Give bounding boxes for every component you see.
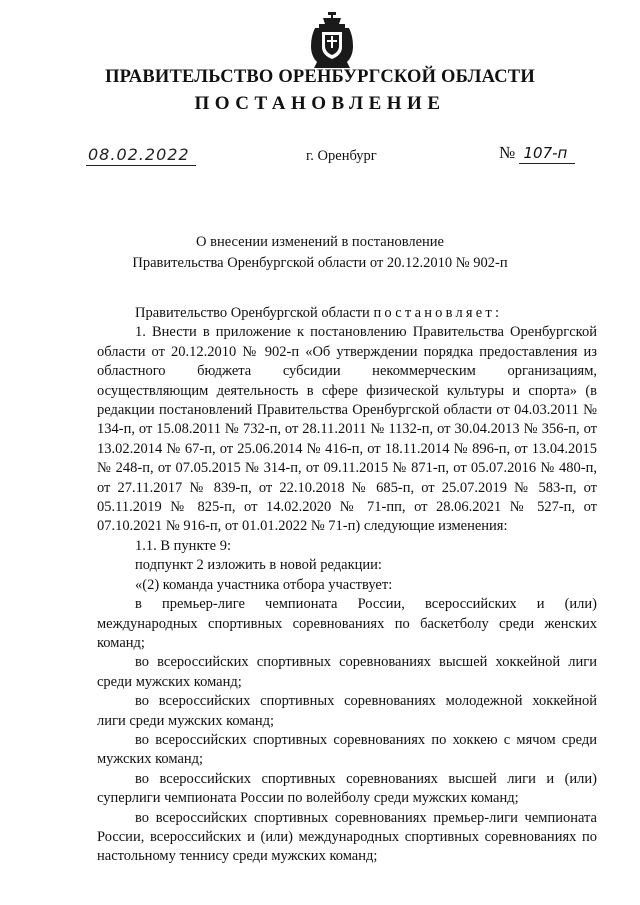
intro-paragraph	[97, 304, 597, 323]
document-date: 08.02.2022	[86, 145, 196, 166]
document-body	[97, 304, 597, 867]
document-subject	[0, 232, 640, 274]
intro-resolve-word: постановляет:	[373, 305, 503, 321]
subject-line-2: Правительства Оренбургской области от 20.12.2010 № 902-п	[132, 255, 508, 271]
paragraph-hockey-high: во всероссийских спортивных соревнованиях высшей хоккейной лиги среди мужских команд;	[97, 654, 597, 690]
document-type-title: ПОСТАНОВЛЕНИЕ	[194, 93, 446, 114]
paragraph-1: 1. Внести в приложение к постановлению Правительства Оренбургской области от 20.12.2010 № 902-п «Об утверждении порядка предоставления из областного бюджета субсидии некоммерческим организациям, осуществляющим деятельность в сфере физической культуры и спорта» (в редакции постановлений Правительства Оренбургской области от 04.03.2011 № 134-п, от 15.08.2011 № 732-п, от 28.11.2011 № 1132-п, от 30.04.2013 № 356-п, от 13.02.2014 № 67-п, от 25.06.2014 № 416-п, от 18.11.2014 № 896-п, от 13.04.2015 № 248-п, от 07.05.2015 № 314-п, от 09.11.2015 № 871-п, от 05.07.2016 № 480-п, от 27.11.2017 № 839-п, от 22.10.2018 № 685-п, от 25.07.2019 № 583-п, от 05.11.2019 № 825-п, от 14.02.2020 № 71-пп, от 28.06.2021 № 527-п, от 07.10.2021 № 916-п, от 01.01.2022 № 71-п) следующие изменения:	[97, 324, 597, 535]
intro-text: Правительство Оренбургской области	[135, 305, 374, 321]
paragraph-subitem: подпункт 2 изложить в новой редакции:	[135, 557, 382, 574]
paragraph-volleyball: во всероссийских спортивных соревнованиях высшей лиги и (или) суперлиги чемпионата России по волейболу среди мужских команд;	[97, 770, 597, 807]
document-number	[499, 143, 575, 164]
government-title: ПРАВИТЕЛЬСТВО ОРЕНБУРГСКОЙ ОБЛАСТИ	[105, 67, 535, 87]
document-city: г. Оренбург	[306, 148, 377, 164]
paragraph-bandy: во всероссийских спортивных соревнованиях по хоккею с мячом среди мужских команд;	[97, 731, 597, 768]
paragraph-hockey-youth: во всероссийских спортивных соревнованиях молодежной хоккейной лиги среди мужских команд;	[97, 693, 597, 729]
coat-of-arms-icon	[309, 12, 355, 70]
paragraph-table-tennis: во всероссийских спортивных соревнованиях премьер-лиги чемпионата России, всероссийских и (или) международных спортивных соревнованиях по настольному теннису среди мужских команд;	[97, 809, 597, 865]
number-value: 107-п	[519, 144, 575, 164]
paragraph-basketball: в премьер-лиге чемпионата России, всероссийских и (или) международных спортивных соревнованиях по баскетболу среди женских команд;	[97, 596, 597, 651]
number-sign: №	[499, 143, 516, 162]
paragraph-1-1: 1.1. В пункте 9:	[135, 537, 231, 554]
subject-line-1: О внесении изменений в постановление	[196, 234, 444, 250]
paragraph-quote-start: «(2) команда участника отбора участвует:	[135, 576, 393, 593]
